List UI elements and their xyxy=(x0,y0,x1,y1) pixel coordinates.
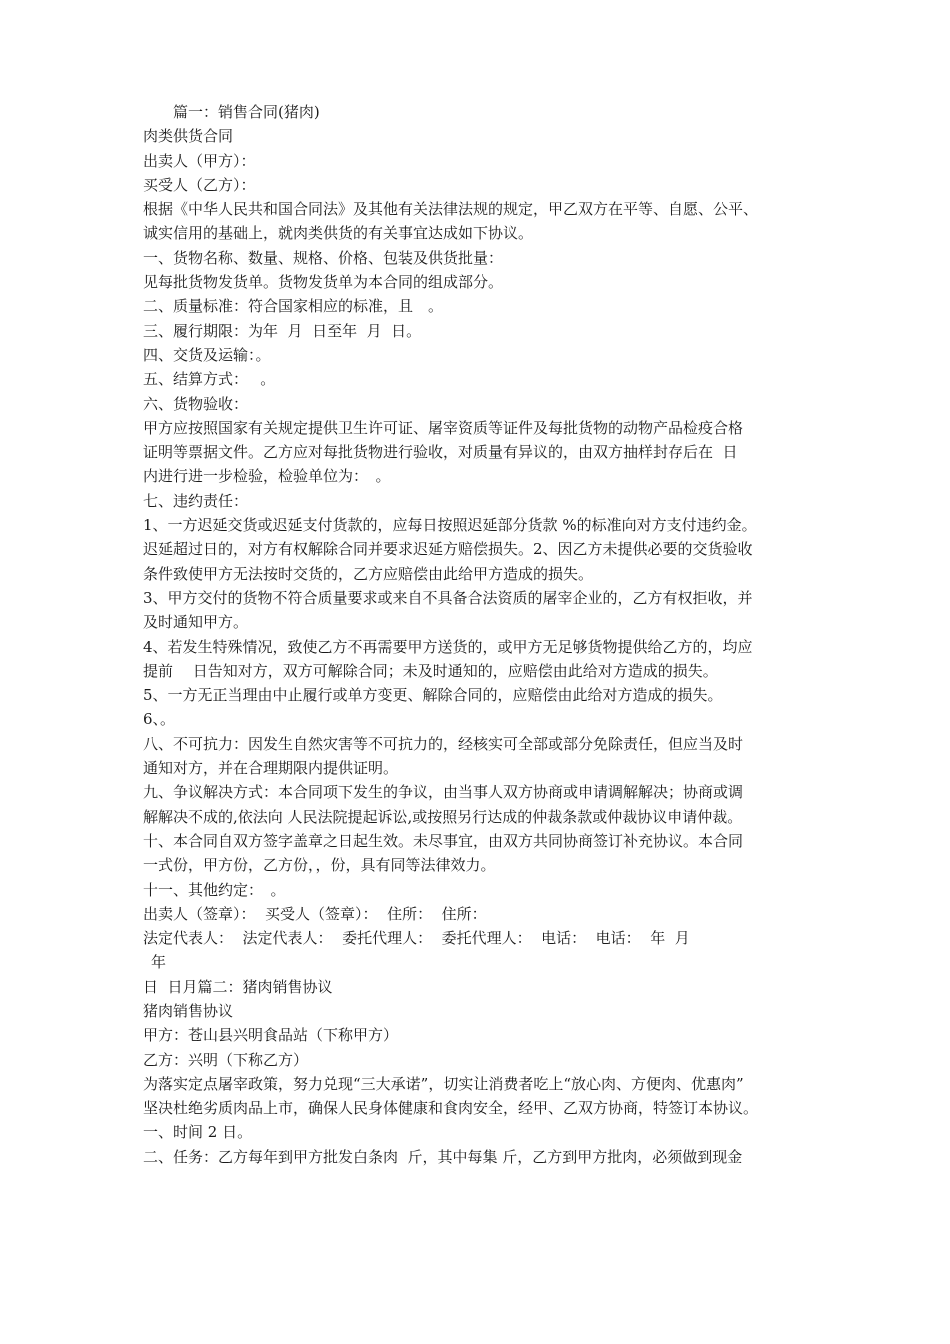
paragraph-line: 甲方应按照国家有关规定提供卫生许可证、屠宰资质等证件及每批货物的动物产品检疫合格 xyxy=(143,418,744,437)
party-b-line: 乙方：兴明（下称乙方） xyxy=(143,1050,309,1069)
party-a-line: 甲方：苍山县兴明食品站（下称甲方） xyxy=(143,1026,399,1045)
paragraph-line: 十、本合同自双方签字盖章之日起生效。未尽事宜，由双方共同协商签订补充协议。本合同 xyxy=(143,831,744,850)
section-title-2: 日 日月篇二：猪肉销售协议 xyxy=(143,977,333,996)
paragraph-line: 坚决杜绝劣质肉品上市，确保人民身体健康和食肉安全，经甲、乙双方协商，特签订本协议。 xyxy=(143,1099,759,1118)
clause-heading: 六、货物验收： xyxy=(143,394,249,413)
clause-heading: 二、质量标准：符合国家相应的标准，且 。 xyxy=(143,297,444,316)
signature-line: 法定代表人： 法定代表人： 委托代理人： 委托代理人： 电话： 电话： 年 月 xyxy=(143,929,690,948)
paragraph-line: 为落实定点屠宰政策，努力兑现“三大承诺”，切实让消费者吃上“放心肉、方便肉、优惠肉” xyxy=(143,1074,744,1093)
paragraph-line: 5、一方无正当理由中止履行或单方变更、解除合同的，应赔偿由此给对方造成的损失。 xyxy=(143,686,723,705)
paragraph-line: 解解决不成的,依法向 人民法院提起诉讼,或按照另行达成的仲裁条款或仲裁协议申请仲裁。 xyxy=(143,807,743,826)
date-line: 年 xyxy=(151,953,167,972)
clause-heading: 十一、其他约定： 。 xyxy=(143,880,286,899)
clause-heading: 五、结算方式： 。 xyxy=(143,370,276,389)
paragraph-line: 迟延超过日的，对方有权解除合同并要求迟延方赔偿损失。2、因乙方未提供必要的交货验收 xyxy=(143,540,753,559)
paragraph-line: 一式份，甲方份，乙方份，，份，具有同等法律效力。 xyxy=(143,856,496,875)
buyer-line: 买受人（乙方）： xyxy=(143,175,256,194)
paragraph-line: 3、甲方交付的货物不符合质量要求或来自不具备合法资质的屠宰企业的，乙方有权拒收，并 xyxy=(143,588,753,607)
paragraph-line: 条件致使甲方无法按时交货的，乙方应赔偿由此给甲方造成的损失。 xyxy=(143,564,594,583)
paragraph-line: 根据《中华人民共和国合同法》及其他有关法律法规的规定，甲乙双方在平等、自愿、公平、 xyxy=(143,200,759,219)
signature-line: 出卖人（签章）： 买受人（签章）： 住所： 住所： xyxy=(143,904,487,923)
agreement-title: 猪肉销售协议 xyxy=(143,1001,234,1020)
contract-title: 肉类供货合同 xyxy=(143,127,234,146)
clause-heading: 一、时间 2 日。 xyxy=(143,1123,253,1142)
section-title-1: 篇一：销售合同(猪肉) xyxy=(173,103,320,121)
paragraph-line: 提前 日告知对方，双方可解除合同；未及时通知的，应赔偿由此给对方造成的损失。 xyxy=(143,661,718,680)
paragraph-line: 4、若发生特殊情况，致使乙方不再需要甲方送货的，或甲方无足够货物提供给乙方的，均应 xyxy=(143,637,753,656)
clause-heading: 七、违约责任： xyxy=(143,491,249,510)
paragraph-line: 二、任务：乙方每年到甲方批发白条肉 斤，其中每集 斤，乙方到甲方批肉，必须做到现金 xyxy=(143,1147,743,1166)
paragraph-line: 八、不可抗力：因发生自然灾害等不可抗力的，经核实可全部或部分免除责任，但应当及时 xyxy=(143,734,744,753)
clause-heading: 三、履行期限：为年 月 日至年 月 日。 xyxy=(143,321,422,340)
paragraph-line: 诚实信用的基础上，就肉类供货的有关事宜达成如下协议。 xyxy=(143,224,534,243)
document-page xyxy=(143,100,823,1169)
paragraph-line: 九、争议解决方式：本合同项下发生的争议，由当事人双方协商或申请调解解决；协商或调 xyxy=(143,783,744,802)
paragraph-line: 通知对方，并在合理期限内提供证明。 xyxy=(143,759,399,778)
paragraph-line: 1、一方迟延交货或迟延支付货款的，应每日按照迟延部分货款 %的标准向对方支付违约金。 xyxy=(143,516,757,535)
paragraph-line: 见每批货物发货单。货物发货单为本合同的组成部分。 xyxy=(143,273,504,292)
paragraph-line: 及时通知甲方。 xyxy=(143,613,249,632)
clause-heading: 一、货物名称、数量、规格、价格、包装及供货批量： xyxy=(143,248,504,267)
clause-heading: 四、交货及运输：。 xyxy=(143,345,271,364)
paragraph-line: 证明等票据文件。乙方应对每批货物进行验收，对质量有异议的，由双方抽样封存后在 日 xyxy=(143,443,738,462)
seller-line: 出卖人（甲方）： xyxy=(143,151,256,170)
paragraph-line: 内进行进一步检验，检验单位为： 。 xyxy=(143,467,391,486)
paragraph-line: 6、。 xyxy=(143,710,176,729)
